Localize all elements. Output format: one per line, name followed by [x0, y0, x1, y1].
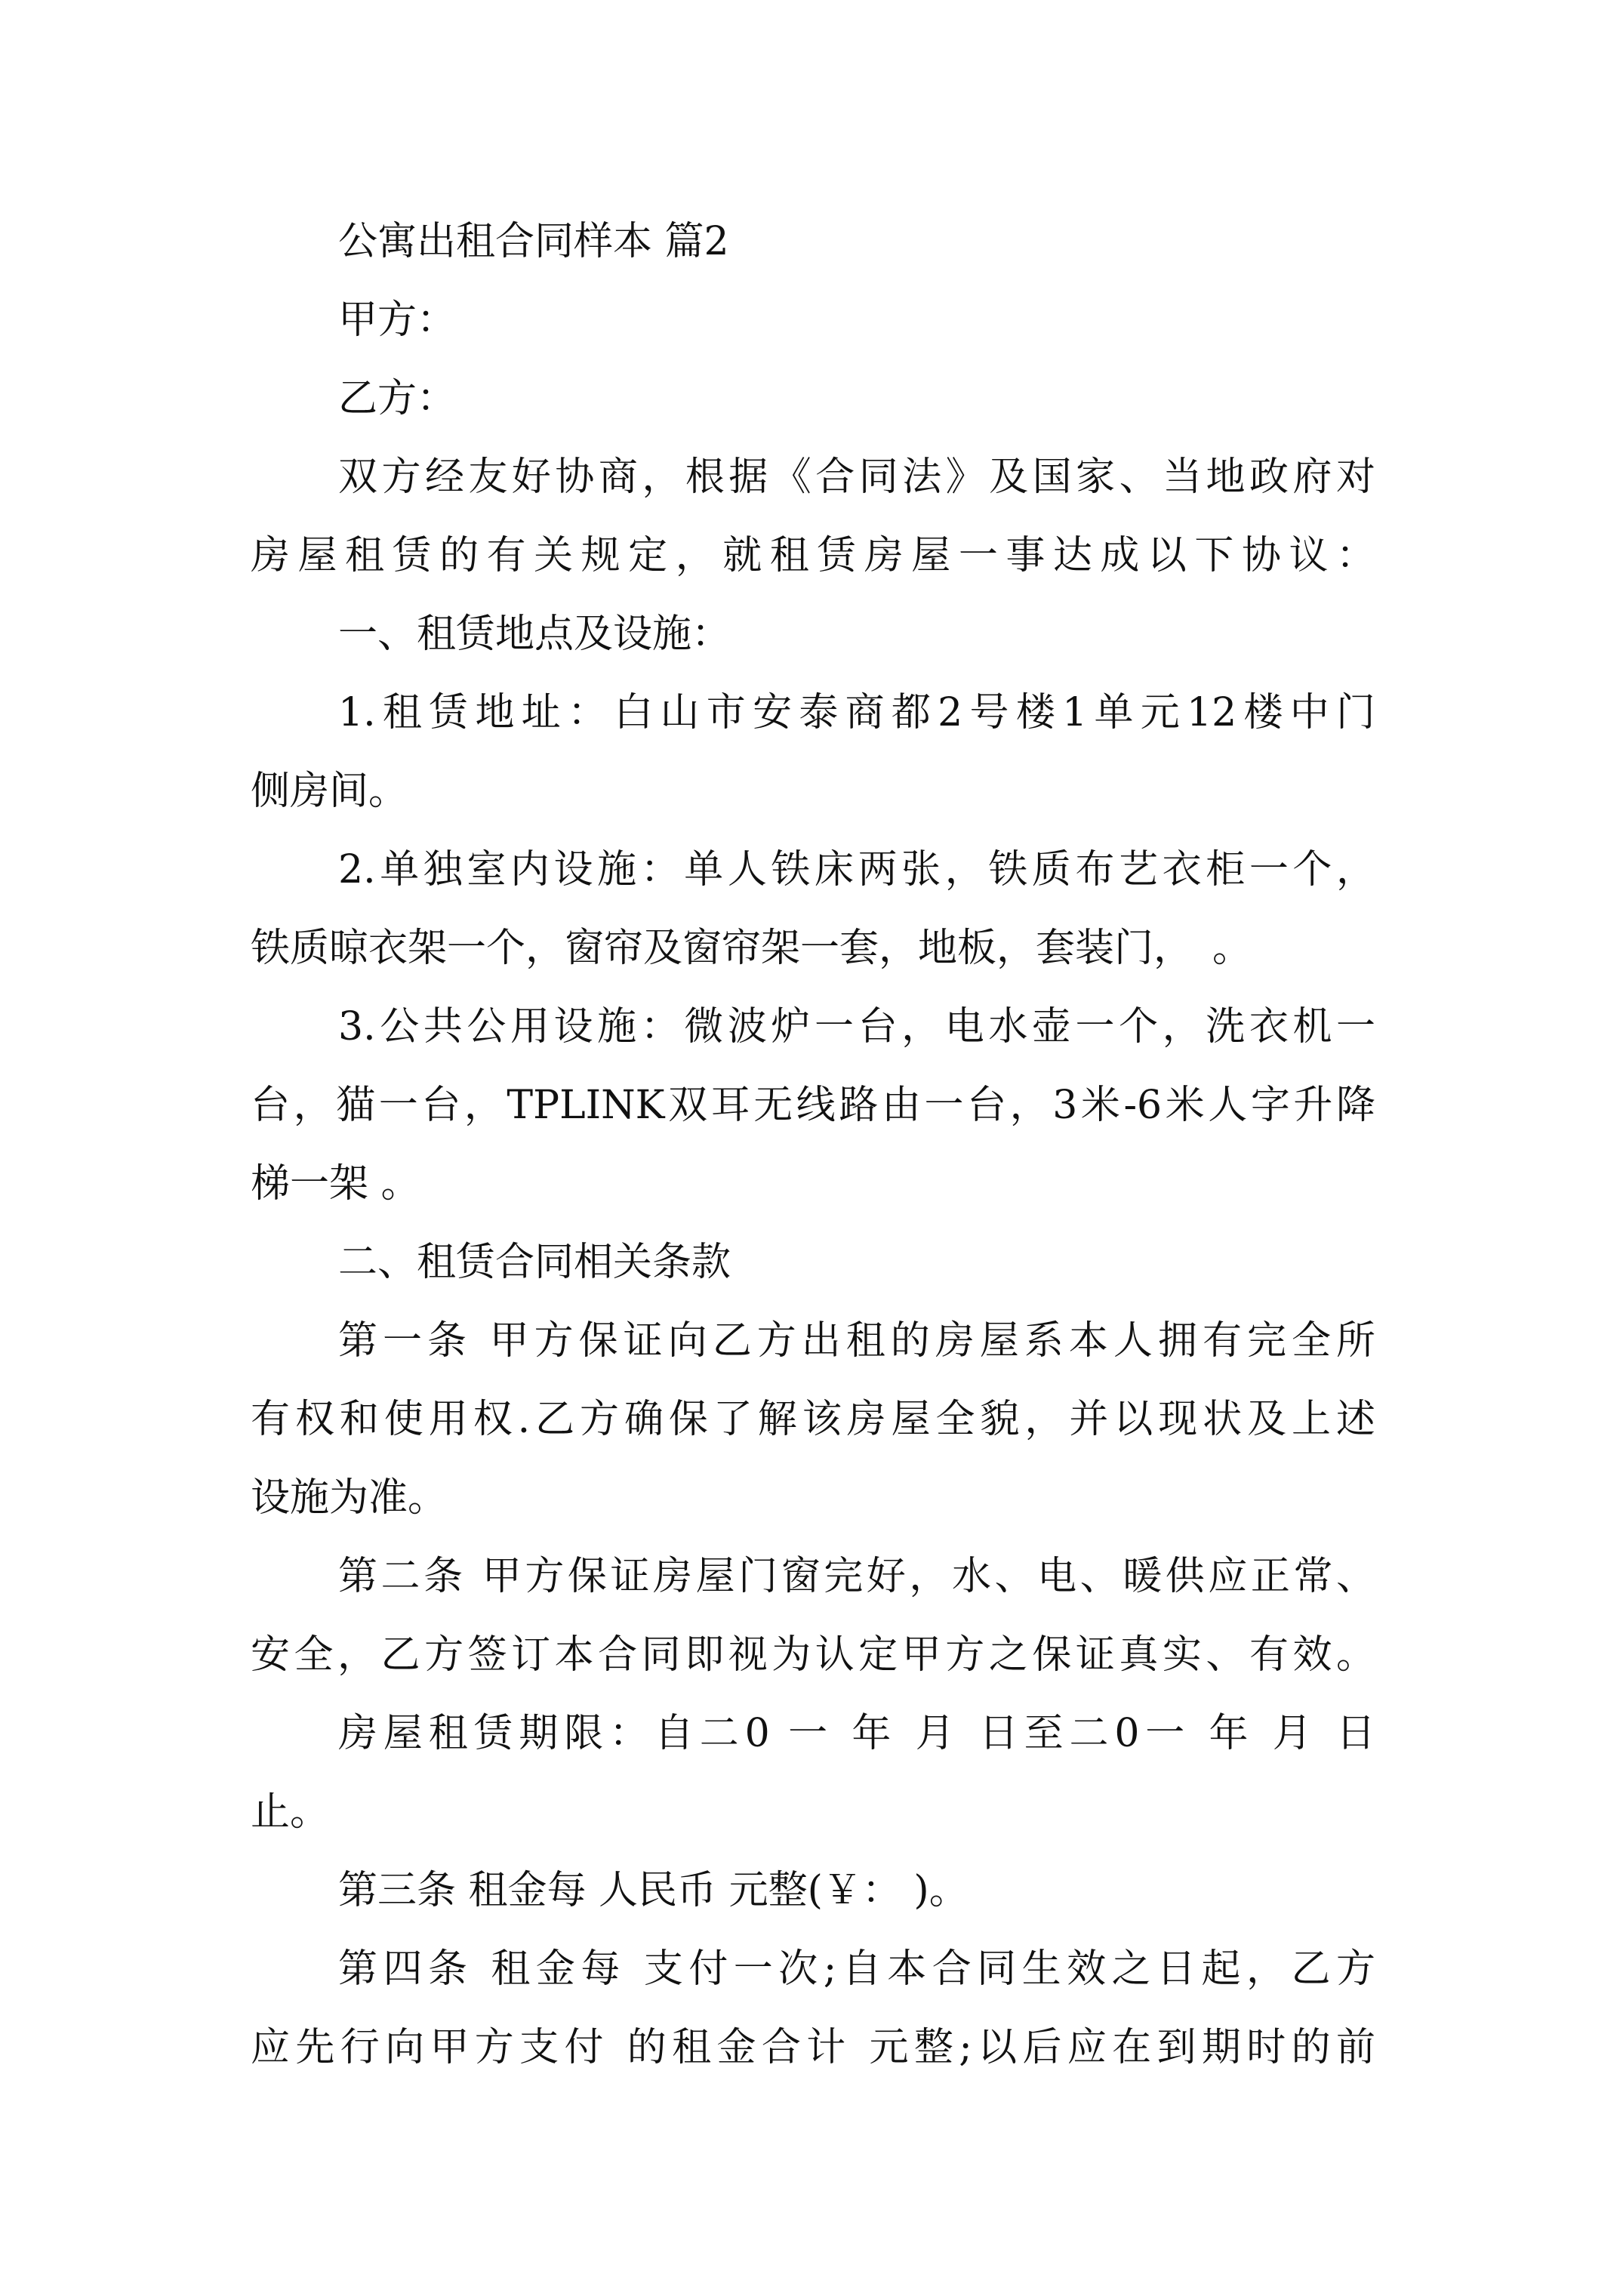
text-line: 第二条 甲方保证房屋门窗完好，水、电、暖供应正常、	[338, 1554, 1375, 1599]
text-line: 第三条 租金每 人民币 元整(￥： )。	[338, 1868, 969, 1913]
text-line: 设施为准。	[251, 1475, 448, 1521]
text-line: 铁质晾衣架一个，窗帘及窗帘架一套，地板，套装门， 。	[251, 926, 1252, 971]
text-line: 止。	[251, 1789, 330, 1835]
text-line: 第一条 甲方保证向乙方出租的房屋系本人拥有完全所	[338, 1318, 1375, 1364]
text-line: 1.租赁地址：白山市安泰商都2号楼1单元12楼中门	[338, 690, 1375, 735]
text-line: 台，猫一台，TPLINK双耳无线路由一台，3米-6米人字升降	[251, 1083, 1375, 1128]
text-line: 梯一架 。	[251, 1161, 420, 1207]
text-line: 有权和使用权.乙方确保了解该房屋全貌，并以现状及上述	[251, 1397, 1375, 1442]
text-line: 第四条 租金每 支付一次;自本合同生效之日起，乙方	[338, 1946, 1375, 1992]
section-title: 公寓出租合同样本 篇2	[338, 219, 729, 264]
heading-line: 一、租赁地点及设施：	[338, 612, 731, 657]
text-line: 应先行向甲方支付 的租金合计 元整;以后应在到期时的前	[251, 2025, 1375, 2070]
party-b-label: 乙方：	[338, 376, 457, 421]
text-line: 安全，乙方签订本合同即视为认定甲方之保证真实、有效。	[251, 1632, 1375, 1678]
text-line: 房屋租赁期限：自二0 一 年 月 日至二0一 年 月 日	[338, 1711, 1375, 1756]
text-line: 侧房间。	[251, 769, 408, 814]
text-line: 房屋租赁的有关规定，就租赁房屋一事达成以下协议：	[251, 533, 1375, 578]
party-a-label: 甲方：	[338, 297, 457, 343]
text-line: 3.公共公用设施：微波炉一台，电水壶一个，洗衣机一	[338, 1004, 1375, 1049]
document-body	[251, 202, 1375, 2087]
heading-line: 二、租赁合同相关条款	[338, 1240, 731, 1285]
text-line: 2.单独室内设施：单人铁床两张，铁质布艺衣柜一个，	[338, 847, 1375, 892]
text-line: 双方经友好协商，根据《合同法》及国家、当地政府对	[338, 455, 1375, 500]
